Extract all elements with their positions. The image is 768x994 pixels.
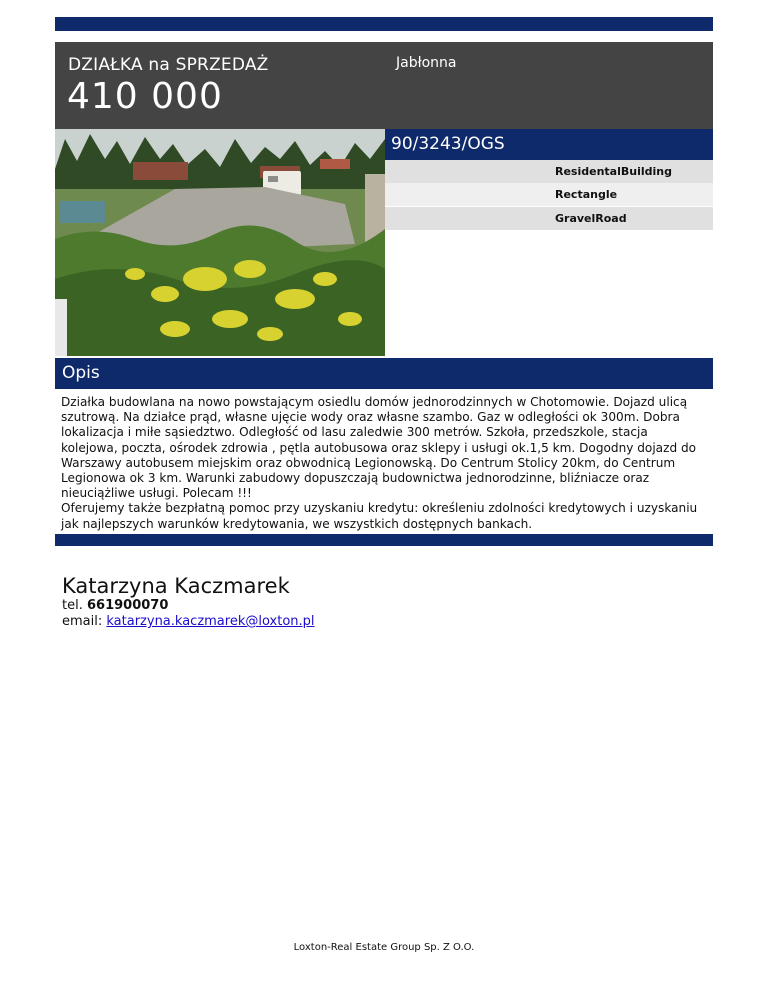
description-heading-bar [55,358,713,389]
listing-reference-box [385,129,713,160]
section-divider-bar [55,534,713,546]
listing-price: 410 000 [67,76,223,117]
listing-type: DZIAŁKA na SPRZEDAŻ [68,55,269,75]
feature-row [385,183,713,206]
agent-phone-line [62,598,168,613]
feature-label: GravelRoad [555,212,627,225]
description-heading: Opis [62,363,100,383]
feature-row [385,207,713,230]
agent-phone: 661900070 [86,598,169,613]
feature-label: ResidentalBuilding [555,165,672,178]
email-label: email: [62,614,103,629]
agent-email-link[interactable]: katarzyna.kaczmarek@loxton.pl [106,614,315,629]
listing-city: Jabłonna [396,55,457,71]
listing-reference: 90/3243/OGS [391,134,505,154]
footer-company: Loxton-Real Estate Group Sp. Z O.O. [293,942,475,953]
phone-label: tel. [62,598,83,613]
top-accent-bar [55,17,713,31]
feature-label: Rectangle [555,188,618,201]
description-text: Działka budowlana na nowo powstającym osiedlu domów jednorodzinnych w Chotomowie. Dojazd ulicą szutrową. Na działce prąd, własne ujęcie wody oraz własne szambo. Gaz w odległości ok 300m. Dobra lokalizacja i miłe sąsiedztwo. Odległość od lasu zaledwie 300 metrów. Szkoła, przedszkole, stacja kolejowa, poczta, ośrodek zdrowia , pętla autobusowa oraz sklepy i usługi ok.1,5 km. Dogodny dojazd do Warszawy autobusem miejskim oraz obwodnicą Legionowską. Do Centrum Stolicy 20km, do Centrum Legionowa ok 3 km. Warunki zabudowy dopuszczają budownictwa jednorodzinne, bliźniacze oraz nieuciążliwe usługi. Polecam !!! Oferujemy także bezpłatną pomoc przy uzyskaniu kredytu: określeniu zdolności kredytowych i uzyskaniu jak najlepszych warunków kredytowania, we wszystkich dostępnych bankach. [61,395,698,531]
listing-header [55,42,713,129]
property-photo [55,129,385,356]
agent-email-line [62,614,315,629]
feature-row [385,160,713,183]
agent-name: Katarzyna Kaczmarek [62,574,290,598]
